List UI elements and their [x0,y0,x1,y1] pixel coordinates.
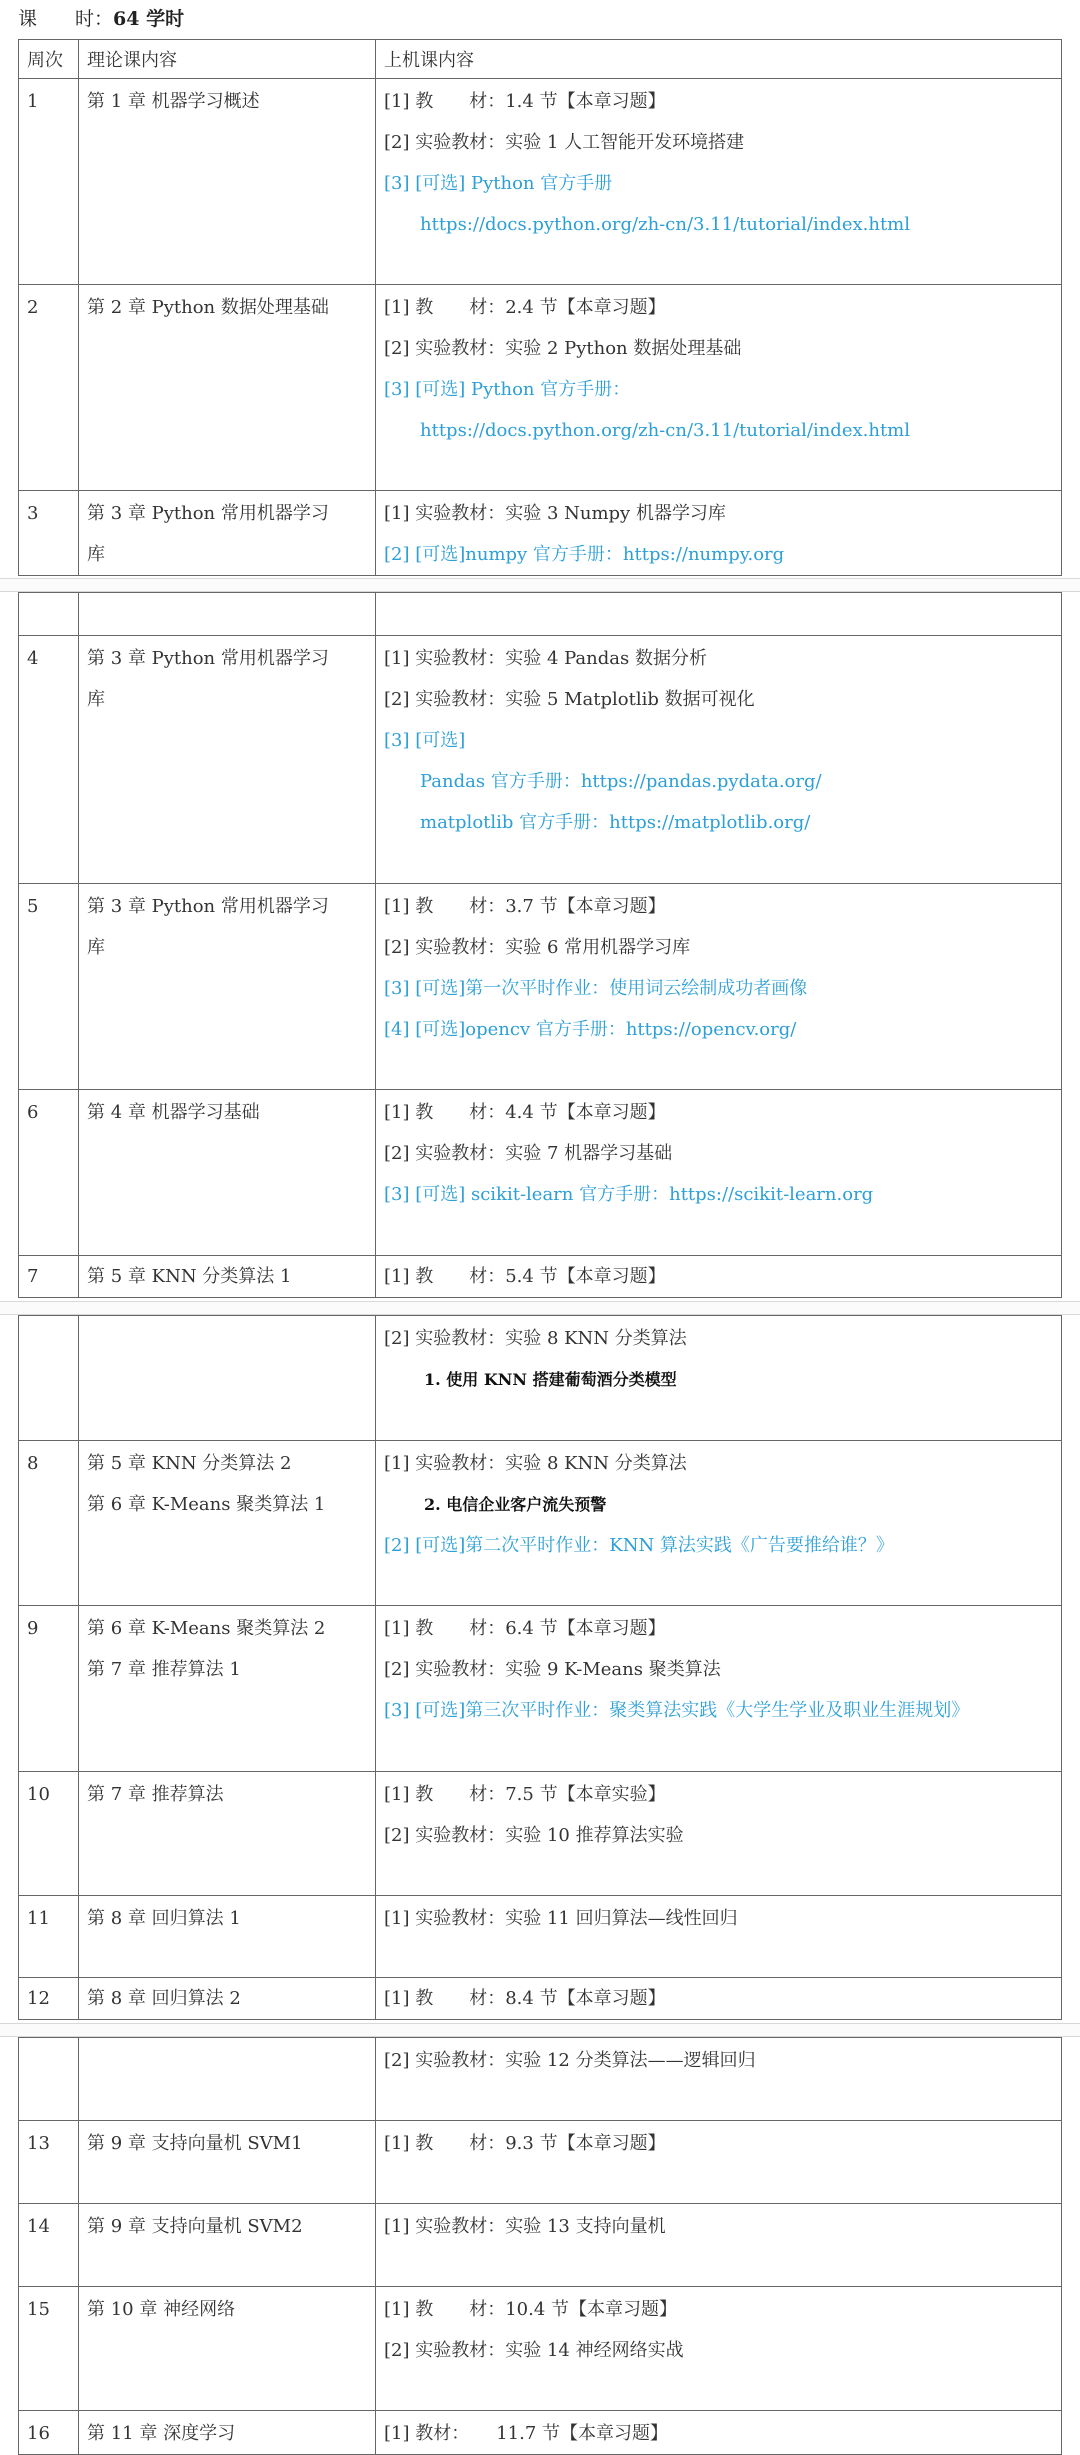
header-lab: 上机课内容 [376,40,1062,79]
lab-item-optional: [3] [可选] [384,730,466,751]
table-row [19,2121,1062,2204]
week-number [27,2038,70,2079]
theory-text: 第 6 章 K-Means 聚类算法 1 [87,1494,326,1515]
lab-item: [2] 实验教材：实验 6 常用机器学习库 [384,937,691,958]
week-number: 3 [27,503,39,524]
table-row [19,1772,1062,1896]
lab-item: [1] 教 材：10.4 节【本章习题】 [384,2299,678,2320]
lab-item: [1] 教材： 11.7 节【本章习题】 [384,2423,669,2444]
page-break [0,2023,1080,2037]
table-row [19,2411,1062,2455]
theory-text: 第 3 章 Python 常用机器学习 [87,896,329,917]
lab-item: [2] 实验教材：实验 14 神经网络实战 [384,2340,684,2361]
table-row [19,2287,1062,2411]
table-row [19,884,1062,1090]
table-row [19,1606,1062,1772]
table-row [19,2038,1062,2121]
week-number [27,1316,70,1357]
week-number: 10 [27,1784,50,1805]
table-row [19,1256,1062,1298]
theory-text: 第 7 章 推荐算法 [87,1784,224,1805]
theory-text: 第 5 章 KNN 分类算法 2 [87,1453,292,1474]
header-theory: 理论课内容 [79,40,376,79]
lab-item: [2] 实验教材：实验 8 KNN 分类算法 [384,1328,687,1349]
theory-text: 第 9 章 支持向量机 SVM2 [87,2216,303,2237]
week-number: 7 [27,1266,39,1287]
lab-item-optional: [3] [可选] Python 官方手册 [384,173,613,194]
week-number: 1 [27,91,39,112]
lab-item: [1] 教 材：8.4 节【本章习题】 [384,1988,666,2009]
lab-item: [1] 实验教材：实验 8 KNN 分类算法 [384,1453,687,1474]
schedule-table-page-2 [18,592,1062,1298]
lab-item: [2] 实验教材：实验 1 人工智能开发环境搭建 [384,132,745,153]
table-blank-row [19,593,1062,636]
table-row [19,79,1062,285]
lab-item: [2] 实验教材：实验 10 推荐算法实验 [384,1825,684,1846]
lab-item-optional: [3] [可选]第三次平时作业：聚类算法实践《大学生学业及职业生涯规划》 [384,1700,970,1721]
lab-item: [1] 教 材：4.4 节【本章习题】 [384,1102,666,1123]
lab-item: [1] 教 材：1.4 节【本章习题】 [384,91,666,112]
table-header-row [19,40,1062,79]
week-number: 2 [27,297,39,318]
lab-item: [2] 实验教材：实验 9 K-Means 聚类算法 [384,1659,721,1680]
week-number: 6 [27,1102,39,1123]
week-number: 4 [27,648,39,669]
matplotlib-docs-link[interactable]: matplotlib 官方手册：https://matplotlib.org/ [420,812,811,833]
lab-item: [1] 教 材：7.5 节【本章实验】 [384,1784,666,1805]
theory-text: 第 3 章 Python 常用机器学习 [87,648,329,669]
table-row [19,1316,1062,1441]
theory-text: 第 6 章 K-Means 聚类算法 2 [87,1618,326,1639]
theory-text: 第 4 章 机器学习基础 [87,1102,260,1123]
theory-text: 第 3 章 Python 常用机器学习 [87,503,329,524]
lab-item-optional: [3] [可选]第一次平时作业：使用词云绘制成功者画像 [384,978,808,999]
lab-item: [1] 实验教材：实验 3 Numpy 机器学习库 [384,503,726,524]
numpy-docs-link[interactable]: [2] [可选]numpy 官方手册：https://numpy.org [384,544,785,565]
lab-item: [1] 教 材：5.4 节【本章习题】 [384,1266,666,1287]
lab-item: [1] 教 材：2.4 节【本章习题】 [384,297,666,318]
opencv-docs-link[interactable]: [4] [可选]opencv 官方手册：https://opencv.org/ [384,1019,797,1040]
lab-item: [1] 实验教材：实验 4 Pandas 数据分析 [384,648,707,669]
lab-subitem: 2. 电信企业客户流失预警 [424,1495,607,1514]
course-hours-label: 课 时： [18,8,114,30]
course-hours-line [18,4,184,31]
page-break [0,1301,1080,1315]
theory-text: 第 1 章 机器学习概述 [87,91,260,112]
lab-item-optional: [3] [可选] Python 官方手册： [384,379,631,400]
python-docs-link[interactable]: https://docs.python.org/zh-cn/3.11/tutorial/index.html [420,420,911,441]
schedule-table-page-3 [18,1315,1062,2020]
lab-item: [1] 实验教材：实验 11 回归算法—线性回归 [384,1908,738,1929]
table-row [19,491,1062,576]
theory-text: 第 8 章 回归算法 2 [87,1988,241,2009]
theory-text: 第 8 章 回归算法 1 [87,1908,241,1929]
theory-text: 第 9 章 支持向量机 SVM1 [87,2133,303,2154]
pandas-docs-link[interactable]: Pandas 官方手册：https://pandas.pydata.org/ [420,771,822,792]
lab-item: [2] 实验教材：实验 12 分类算法——逻辑回归 [384,2050,756,2071]
theory-text: 第 5 章 KNN 分类算法 1 [87,1266,292,1287]
week-number: 5 [27,896,39,917]
lab-item: [1] 教 材：9.3 节【本章习题】 [384,2133,666,2154]
lab-item-optional: [2] [可选]第二次平时作业：KNN 算法实践《广告要推给谁？》 [384,1535,894,1556]
sklearn-docs-link[interactable]: [3] [可选] scikit-learn 官方手册：https://scikit-learn.org [384,1184,874,1205]
week-number: 8 [27,1453,39,1474]
theory-text: 库 [87,937,105,958]
page-break [0,578,1080,592]
week-number: 13 [27,2133,50,2154]
week-number: 12 [27,1988,50,2009]
theory-text: 第 10 章 神经网络 [87,2299,236,2320]
table-row [19,1896,1062,1978]
table-row [19,636,1062,884]
lab-item: [2] 实验教材：实验 5 Matplotlib 数据可视化 [384,689,755,710]
week-number: 11 [27,1908,50,1929]
lab-item: [1] 实验教材：实验 13 支持向量机 [384,2216,666,2237]
header-week: 周次 [19,40,79,79]
schedule-table-page-4 [18,2037,1062,2455]
python-docs-link[interactable]: https://docs.python.org/zh-cn/3.11/tutorial/index.html [420,214,911,235]
table-row [19,1441,1062,1606]
lab-subitem: 1. 使用 KNN 搭建葡萄酒分类模型 [424,1370,677,1389]
course-hours-value: 64 学时 [113,8,185,30]
week-number: 16 [27,2423,50,2444]
week-number: 15 [27,2299,50,2320]
lab-item: [2] 实验教材：实验 7 机器学习基础 [384,1143,673,1164]
table-row [19,285,1062,491]
lab-item: [2] 实验教材：实验 2 Python 数据处理基础 [384,338,742,359]
theory-text: 第 2 章 Python 数据处理基础 [87,297,329,318]
theory-text: 第 7 章 推荐算法 1 [87,1659,241,1680]
table-row [19,1978,1062,2020]
table-row [19,1090,1062,1256]
theory-text: 库 [87,689,105,710]
theory-text: 库 [87,544,105,565]
week-number: 14 [27,2216,50,2237]
schedule-table-page-1 [18,39,1062,576]
week-number: 9 [27,1618,39,1639]
lab-item: [1] 教 材：3.7 节【本章习题】 [384,896,666,917]
table-row [19,2204,1062,2287]
lab-item: [1] 教 材：6.4 节【本章习题】 [384,1618,666,1639]
theory-text: 第 11 章 深度学习 [87,2423,236,2444]
